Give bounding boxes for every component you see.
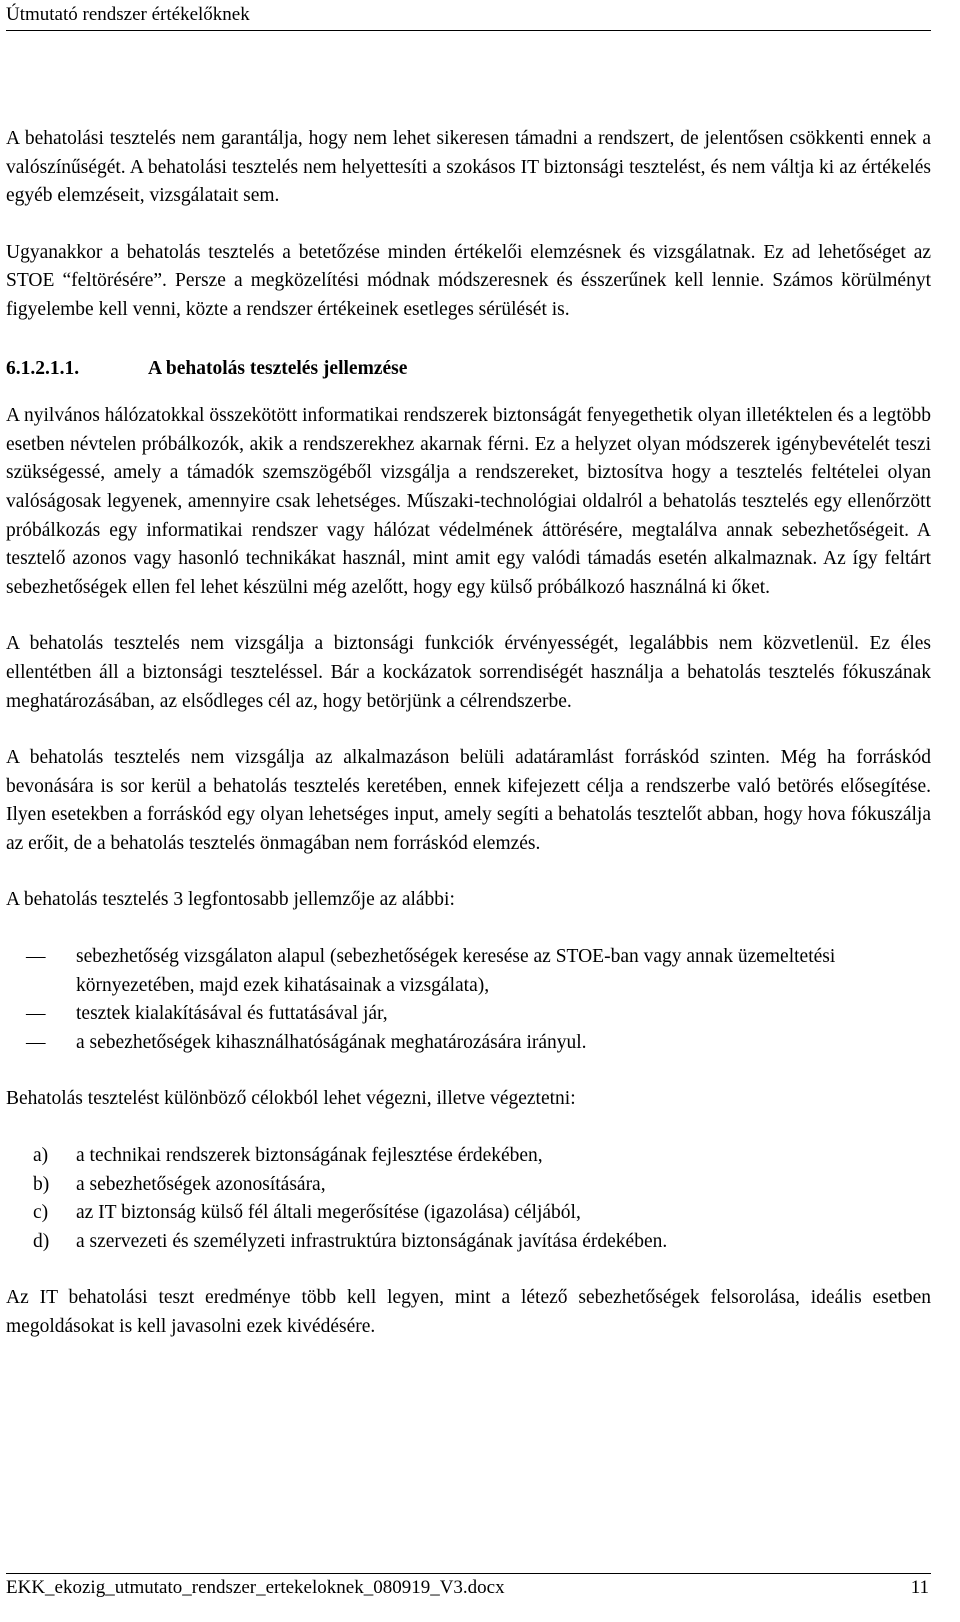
list-letter: d) bbox=[33, 1230, 50, 1252]
page-header-title: Útmutató rendszer értékelőknek bbox=[6, 4, 250, 25]
page-number: 11 bbox=[910, 1577, 929, 1598]
list-item: — sebezhetőség vizsgálaton alapul (sebezhetőségek keresése az STOE-ban vagy annak üzemeltetési környezetében, majd ezek kihatásainak a vizsgálata), bbox=[6, 943, 931, 1000]
dash-bullet: — bbox=[26, 1031, 46, 1053]
header-divider bbox=[6, 30, 931, 31]
features-intro: A behatolás tesztelés 3 legfontosabb jellemzője az alábbi: bbox=[6, 889, 455, 911]
footer-filename: EKK_ekozig_utmutato_rendszer_ertekeloknek_080919_V3.docx bbox=[6, 1577, 505, 1598]
goals-list bbox=[6, 1142, 931, 1256]
list-item: c) az IT biztonság külső fél általi megerősítése (igazolása) céljából, bbox=[6, 1199, 931, 1228]
paragraph-functional-validity: A behatolás tesztelés nem vizsgálja a biztonsági funkciók érvényességét, legalábbis nem közvetlenül. Ez éles ellentétben áll a biztonsági teszteléssel. Bár a kockázatok sorrendiségét használja a behatolás tesztelés fókuszának meghatározásában, az elsődleges cél az, hogy betörjünk a célrendszerbe. bbox=[6, 633, 931, 712]
list-item: — tesztek kialakításával és futtatásával jár, bbox=[6, 1000, 931, 1029]
footer-divider bbox=[6, 1573, 931, 1574]
paragraph-results: Az IT behatolási teszt eredménye több kell legyen, mint a létező sebezhetőségek felsorolása, ideális esetben megoldásokat is kell javasolni ezek kivédésére. bbox=[6, 1287, 931, 1337]
list-item: b) a sebezhetőségek azonosítására, bbox=[6, 1171, 931, 1200]
list-letter: b) bbox=[33, 1173, 50, 1195]
section-heading bbox=[6, 355, 931, 384]
paragraph-network-threats: A nyilvános hálózatokkal összekötött informatikai rendszerek biztonságát fenyegethetik olyan illetéktelen és a legtöbb esetben névtelen próbálkozók, akik a rendszerekhez akarnak férni. Ez a helyzet olyan módszerek igénybevételét teszi szükségessé, amely a támadók szemszögéből vizsgálja a rendszereket, biztosítva hogy a tesztelés feltételei olyan valóságosak legyenek, amennyire csak lehetséges. Műszaki-technológiai oldalról a behatolás tesztelés egy ellenőrzött próbálkozás egy informatikai rendszer vagy hálózat védelmének áttörésére, megtalálva annak sebezhetőségeit. A tesztelő azonos vagy hasonló technikákat használ, mint amit egy valódi támadás esetén alkalmaznak. Az így feltárt sebezhetőségek ellen fel lehet készülni még azelőtt, hogy egy külső próbálkozó használná ki őket. bbox=[6, 405, 931, 598]
dash-bullet: — bbox=[26, 1003, 46, 1025]
dash-bullet: — bbox=[26, 946, 46, 968]
list-letter: c) bbox=[33, 1202, 49, 1224]
list-item: d) a szervezeti és személyzeti infrastruktúra biztonságának javítása érdekében. bbox=[6, 1228, 931, 1257]
goals-intro: Behatolás tesztelést különböző célokból lehet végezni, illetve végeztetni: bbox=[6, 1088, 576, 1110]
paragraph-intro: A behatolási tesztelés nem garantálja, hogy nem lehet sikeresen támadni a rendszert, de jelentősen csökkenti ennek a valószínűségét. A behatolási tesztelés nem helyettesíti a szokásos IT biztonsági tesztelést, és nem váltja ki az értékelés egyéb elemzéseit, vizsgálatait sem. bbox=[6, 128, 931, 207]
section-title: A behatolás tesztelés jellemzése bbox=[148, 357, 408, 379]
list-item: — a sebezhetőségek kihasználhatóságának meghatározására irányul. bbox=[6, 1029, 931, 1058]
section-number: 6.1.2.1.1. bbox=[6, 357, 80, 379]
list-item: a) a technikai rendszerek biztonságának fejlesztése érdekében, bbox=[6, 1142, 931, 1171]
paragraph-culmination: Ugyanakkor a behatolás tesztelés a betetőzése minden értékelői elemzésnek és vizsgálatnak. Ez ad lehetőséget az STOE “feltörésére”. Persze a megközelítési módnak módszeresnek és ésszerűnek kell lennie. Számos körülményt figyelembe kell venni, közte a rendszer értékeinek esetleges sérülését is. bbox=[6, 241, 931, 320]
list-letter: a) bbox=[33, 1145, 49, 1167]
paragraph-source-code: A behatolás tesztelés nem vizsgálja az alkalmazáson belüli adatáramlást forráskód szinten. Még ha forráskód bevonására is sor kerül a behatolás tesztelés keretében, ennek kifejezett célja a rendszerbe való betörés elősegítése. Ilyen esetekben a forráskód egy olyan lehetséges input, amely segíti a behatolás tesztelőt abban, hogy hova fókuszálja az erőit, de a behatolás tesztelés önmagában nem forráskód elemzés. bbox=[6, 747, 931, 854]
document-body bbox=[6, 125, 931, 1370]
features-list bbox=[6, 943, 931, 1057]
